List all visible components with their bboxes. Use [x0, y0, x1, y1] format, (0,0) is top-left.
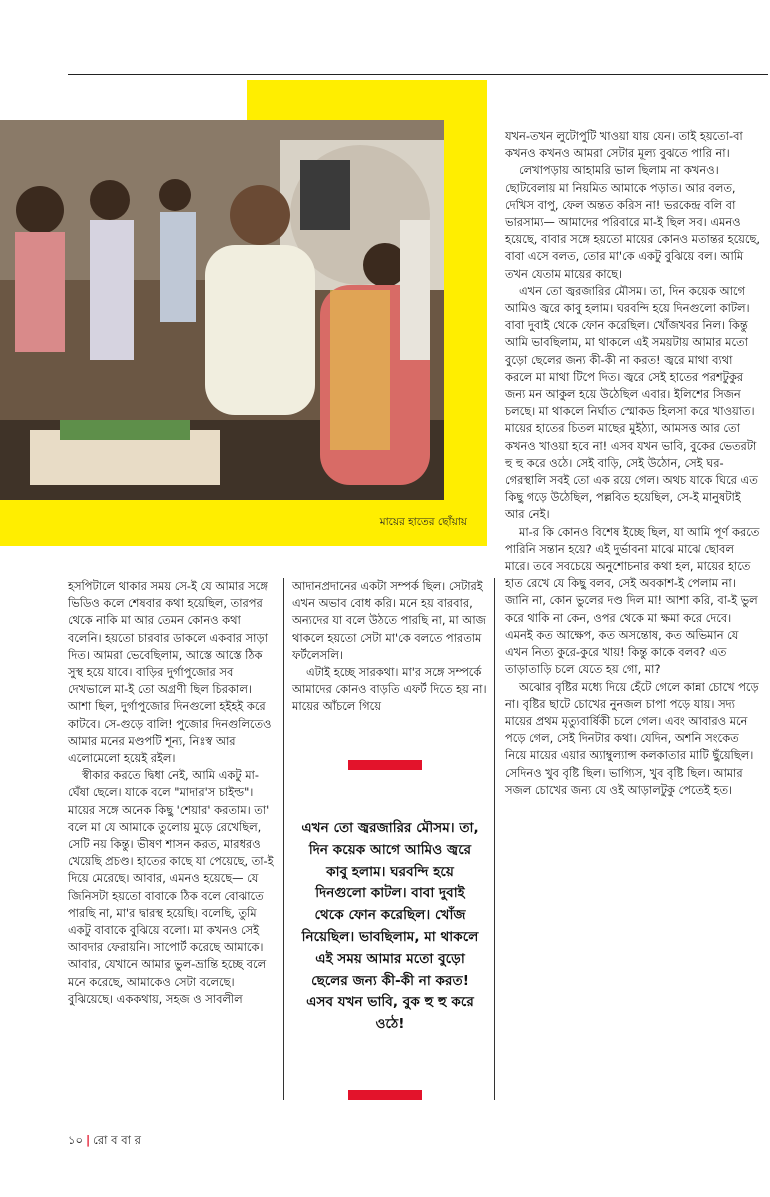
- paragraph: লেখাপড়ায় আহামরি ভাল ছিলাম না কখনও। ছোটবেলায় মা নিয়মিত আমাকে পড়াত। আর বলত, দেখিস বাপু, ফেল অন্তত করিস না! ভরকেন্দ্র বলি বা ভারসাম্য— আমাদের পরিবারে মা-ই ছিল সব। এমনও হয়েছে, বাবার সঙ্গে হয়তো মায়ের কোনও মতান্তর হয়েছে, বাবা এসে বলত, তোর মা'কে একটু বুঝিয়ে বল। আমি তখন যেতাম মায়ের কাছে।: [505, 163, 760, 281]
- paragraph: হসপিটালে থাকার সময় সে-ই যে আমার সঙ্গে ভিডিও কলে শেষবার কথা হয়েছিল, তারপর থেকে নাকি মা আর তেমন কোনও কথা বলেনি। হয়তো চারবার ডাকলে একবার সাড়া দিত। আমরা ভেবেছিলাম, আস্তে আস্তে ঠিক সুস্থ হয়ে যাবে। বাড়ির দুর্গাপুজোর সব দেখভালে মা-ই তো অগ্রণী ছিল চিরকাল। আশা ছিল, দুর্গাপুজোর দিনগুলো হইহই করে কাটবে। সে-গুড়ে বালি! পুজোর দিনগুলিতেও আমার মনের মণ্ডপটি শূন্য, নিঃস্ব আর এলোমেলো হয়েই রইল।: [68, 579, 272, 766]
- magazine-name: রো ব বা র: [93, 1133, 141, 1147]
- paragraph: স্বীকার করতে দ্বিধা নেই, আমি একটু মা-ঘেঁষা ছেলে। যাকে বলে "মাদার'স চাইল্ড"। মায়ের সঙ্গে অনেক কিছু 'শেয়ার' করতাম। তা' বলে মা যে আমাকে তুলোয় মুড়ে রেখেছিল, সেটি নয় কিন্তু। ভীষণ শাসন করত, মারধরও খেয়েছি প্রচণ্ড। হাতের কাছে যা পেয়েছে, তা-ই দিয়ে মেরেছে। আবার, এমনও হয়েছে— যে জিনিসটা হয়তো বাবাকে ঠিক বলে বোঝাতে পারছি না, মা'র দ্বারস্থ হয়েছি। বলেছি, তুমি একটু বাবাকে বুঝিয়ে বলো। মা কখনও সেই আবদার ফেরায়নি। সাপোর্ট করেছে আমাকে। আবার, যেখানে আমার ভুল-ভ্রান্তি হচ্ছে বলে মনে করেছে, আমাকেও সেটা বলেছে। বুঝিয়েছে। এককথায়, সহজ ও সাবলীল: [68, 768, 274, 1006]
- paragraph: এটাই হচ্ছে সারকথা। মা'র সঙ্গে সম্পর্কে আমাদের কোনও বাড়তি এফর্ট দিতে হয় না। মায়ের আঁচলে গিয়ে: [292, 665, 487, 714]
- top-rule: [68, 74, 768, 75]
- footer-separator: |: [85, 1133, 91, 1147]
- column-divider: [494, 578, 495, 1100]
- column-divider: [283, 578, 284, 1100]
- paragraph: যখন-তখন লুটোপুটি খাওয়া যায় যেন। তাই হয়তো-বা কখনও কখনও আমরা সেটার মূল্য বুঝতে পারি না।: [505, 129, 743, 161]
- birthday-photo: [0, 120, 444, 500]
- photo-frame: [0, 120, 487, 546]
- left-column: [68, 578, 274, 1008]
- right-column: [505, 128, 760, 799]
- photo-caption: মায়ের হাতের ছোঁয়ায়: [379, 516, 467, 528]
- pull-quote: [300, 760, 480, 1100]
- yellow-accent-band: [247, 80, 487, 120]
- pull-quote-bottom-bar: [348, 1090, 422, 1100]
- pull-quote-top-bar: [348, 760, 422, 770]
- paragraph: আদানপ্রদানের একটা সম্পর্ক ছিল। সেটারই এখন অভাব বোধ করি। মনে হয় বারবার, অন্যদের যা বলে উঠতে পারছি না, মা আজ থাকলে হয়তো সেটা মা'কে বলতে পারতাম ফর্টলেসলি।: [292, 579, 486, 662]
- paragraph: মা-র কি কোনও বিশেষ ইচ্ছে ছিল, যা আমি পূর্ণ করতে পারিনি সন্তান হয়ে? এই দুর্ভাবনা মাঝে মাঝে ছোবল মারে। তবে সবচেয়ে অনুশোচনার কথা হল, মায়ের হাতে হাত রেখে যে কিছু বলব, সেই অবকাশ-ই পেলাম না। জানি না, কোন ভুলের দণ্ড দিল মা! আশা করি, বা-ই ভুল করে থাকি না কেন, ওপর থেকে মা ক্ষমা করে দেবে। এমনই কত আক্ষেপ, কত অসন্তোষ, কত অভিমান যে এখন নিত্য কুরে-কুরে খায়! কিন্তু কাকে বলব? এত তাড়াতাড়ি চলে যেতে হয় গো, মা?: [505, 524, 760, 677]
- page-footer: [68, 1132, 141, 1151]
- photo-illustration: [0, 120, 444, 500]
- middle-column: [292, 578, 488, 716]
- paragraph: এখন তো জ্বরজারির মৌসম। তা, দিন কয়েক আগে আমিও জ্বরে কাবু হলাম। ঘরবন্দি হয়ে দিনগুলো কাটল। বাবা দুবাই থেকে ফোন করেছিল। খোঁজখবর নিল। কিন্তু আমি ভাবছিলাম, মা থাকলে এই সময়টায় আমার মতো বুড়ো ছেলের জন্য কী-কী না করত! জ্বরে মাথা ব্যথা করলে মা মাথা টিপে দিত। জ্বরে সেই হাতের পরশটুকুর জন্য মন আকুল হয়ে উঠেছিল এবার। ইলিশের সিজন চলছে। মা থাকলে নির্ঘাত স্মোকড হিলসা করে খাওয়াত। মায়ের হাতের চিতল মাছের মুইঠ্যা, আমসত্ত আর তো কখনও খাওয়া হবে না! এসব যখন ভাবি, বুকের ভেতরটা হু হু করে ওঠে। সেই বাড়ি, সেই উঠোন, সেই ঘর-গেরস্থালি সবই তো এক রয়ে গেল। অথচ যাকে ঘিরে এত কিছু গড়ে উঠেছিল, পল্লবিত হয়েছিল, সে-ই মানুষটাই আর নেই।: [505, 283, 758, 522]
- page-number: ১০: [68, 1133, 83, 1147]
- paragraph: অঝোর বৃষ্টির মধ্যে দিয়ে হেঁটে গেলে কান্না চোখে পড়ে না। বৃষ্টির ছাটে চোখের নুনজল চাপা পড়ে যায়। সদ্য মায়ের প্রথম মৃত্যুবার্ষিকী চলে গেল। এবং আবারও মনে পড়ে গেল, সেই দিনটার কথা। যেদিন, অশনি সংকেত নিয়ে মায়ের এয়ার অ্যাম্বুল্যান্স কলকাতার মাটি ছুঁয়েছিল। সেদিনও খুব বৃষ্টি ছিল। ভাগ্যিস, খুব বৃষ্টি ছিল। আমার সজল চোখের জন্য যে ওই আড়ালটুকু পেতেই হত।: [505, 679, 759, 797]
- pull-quote-text: এখন তো জ্বরজারির মৌসম। তা, দিন কয়েক আগে আমিও জ্বরে কাবু হলাম। ঘরবন্দি হয়ে দিনগুলো কাটল। বাবা দুবাই থেকে ফোন করেছিল। খোঁজ নিয়েছিল। ভাবছিলাম, মা থাকলে এই সময় আমার মতো বুড়ো ছেলের জন্য কী-কী না করত! এসব যখন ভাবি, বুক হু হু করে ওঠে!: [301, 820, 479, 1033]
